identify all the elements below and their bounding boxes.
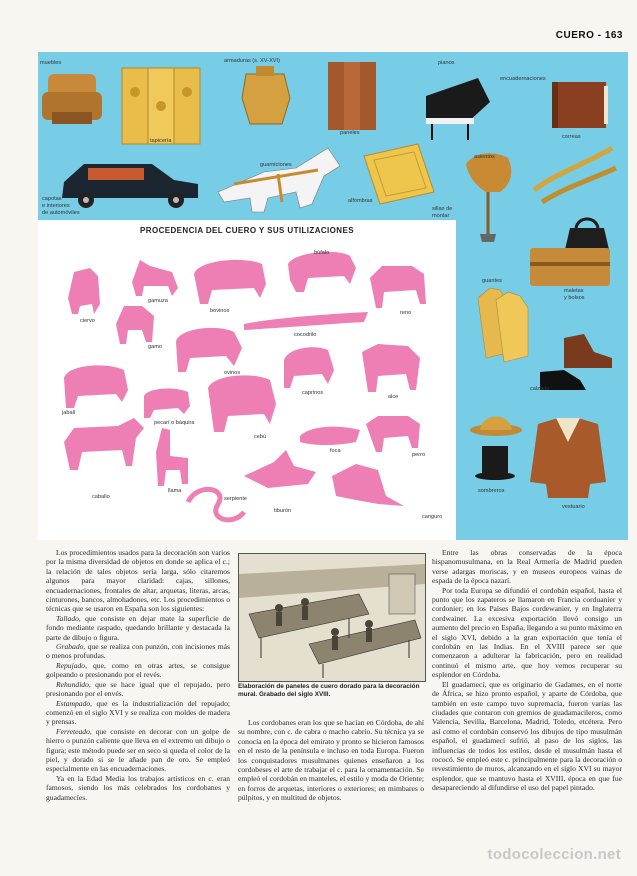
- page-number: 163: [604, 30, 623, 41]
- carpet-icon: [364, 144, 434, 204]
- plate-artwork: [38, 52, 628, 540]
- piano-icon: [426, 78, 490, 140]
- paragraph: Por toda Europa se difundió el cordobán español, hasta el punto que los zapateros se llamaron en Francia corduanier y cordonier; en los Países Bajos cordewanier, y en Inglaterra cordwainer. La excesiva exportación llevó consigo un aumento del precio en España, llegando a su punto máximo en el siglo XVI, debido a la gran exportación que tenía el cordobán en las Indias. En el XVIII parece ser que comenzaron a adulterar la fabricación, pero en realidad continuó el mismo arte, que hoy vemos recuperar su esplendor en Córdoba.: [432, 585, 622, 680]
- label-gamuza: gamuza: [148, 298, 168, 304]
- term: Grabado,: [56, 642, 86, 652]
- label-maletas-2: y bolsos: [564, 295, 585, 301]
- jabali-icon: [64, 365, 128, 408]
- label-pianos: pianos: [438, 60, 455, 66]
- paragraph: El guadamecí, que es originario de Gadames, en el norte de África, se hizo pronto español, y aparte de Córdoba, que también en este campo tuvo supremacía, fueron varias las ciudades que contaron con gremios de guadamacileros, como Valencia, Sevilla, Barcelona, Madrid, Toledo, etcétera. Pero así como el cordobán conservó los dibujos de tipo musulmán español, el guadamecí sufrió, al paso de los siglos, las influencias de todos los estilos, desde el musulmán hasta el rococó. Se empleó este c. principalmente para la decoración o revestimiento de muros, alcanzando en el siglo XVI su mayor esplendor, que se mantuvo hasta el XVIII, época en que fue desapareciendo al difundirse el uso del papel pintado.: [432, 679, 622, 793]
- caballo-icon: [64, 418, 144, 470]
- reno-icon: [370, 246, 426, 308]
- paragraph: Grabado, que se realiza con punzón, con incisiones más o menos profundas.: [46, 642, 230, 661]
- label-bufalo: búfalo: [314, 250, 330, 256]
- canguro-icon: [332, 464, 404, 506]
- section-title: CUERO: [555, 30, 595, 41]
- label-pecari: pecarí o báquira: [154, 420, 195, 426]
- caprinos-icon: [284, 347, 334, 388]
- label-guantes: guantes: [482, 278, 502, 284]
- ciervo-icon: [68, 252, 104, 314]
- label-canguro: canguro: [422, 514, 443, 520]
- label-calzado: calzado: [530, 386, 550, 392]
- label-paneles: paneles: [340, 130, 360, 136]
- book-icon: [552, 82, 608, 128]
- panel-title: PROCEDENCIA DEL CUERO Y SUS UTILIZACIONES: [140, 226, 354, 235]
- llama-icon: [156, 428, 188, 486]
- tiburon-icon: [244, 450, 316, 488]
- label-maletas-1: maletas: [564, 288, 584, 294]
- label-llama: llama: [168, 488, 182, 494]
- hats-icon: [470, 417, 522, 481]
- label-serpiente: serpiente: [224, 496, 248, 502]
- label-bovinos: bovinos: [210, 308, 230, 314]
- jacket-icon: [530, 418, 606, 498]
- paragraph: Ferreteado, que consiste en decorar con un golpe de hierro o punzón caliente que lleva en el extremo un dibujo o figura; este método puede ser en seco si queda el color de la piel, y dorado si se le añade pan de oro. Se empleó especialmente en las encuadernaciones.: [46, 726, 230, 774]
- bufalo-icon: [288, 252, 356, 292]
- bovinos-icon: [194, 260, 266, 304]
- cebu-icon: [208, 375, 276, 432]
- label-vestuario: vestuario: [562, 504, 585, 510]
- paragraph: Ya en la Edad Media los trabajos artísticos en c. eran famosos, siendo los más celebrados los cordobanes y guadamecíes.: [46, 773, 230, 802]
- alce-icon: [362, 344, 420, 392]
- page-header: [556, 30, 623, 41]
- label-cocodrilo: cocodrilo: [294, 332, 317, 338]
- label-tapiceria: tapicería: [150, 138, 172, 144]
- label-perro: perro: [412, 452, 426, 458]
- label-armaduras: armaduras (s. XV-XVI): [224, 58, 280, 64]
- paragraph: Rehundido, que se hace igual que el repujado, pero presionando por el envés.: [46, 679, 230, 699]
- label-ciervo: ciervo: [80, 318, 95, 324]
- perro-icon: [366, 416, 420, 452]
- label-sillas: sillas de montar: [432, 206, 453, 219]
- straps-icon: [534, 148, 616, 202]
- label-correas: correas: [562, 134, 581, 140]
- ovinos-icon: [176, 328, 242, 372]
- label-foca: foca: [330, 448, 341, 454]
- label-cebu: cebú: [254, 434, 267, 440]
- term: Tallado,: [56, 613, 81, 623]
- label-tiburon: tiburón: [274, 508, 292, 514]
- label-asientos: asientos: [474, 154, 495, 160]
- label-capotas-2: e interiores: [42, 203, 70, 209]
- gloves-icon: [478, 288, 528, 362]
- animal-silhouettes: [64, 246, 426, 520]
- leather-panels-icon: [328, 62, 376, 130]
- serpiente-icon: [188, 489, 244, 520]
- label-encuadernaciones: encuadernaciones: [500, 76, 546, 82]
- gamo-icon: [116, 306, 154, 344]
- paragraph: Tallado, que consiste en dejar mate la superficie de fondo mediante raspado, quedando brillante y destacada la parte de dibujo o figura.: [46, 613, 230, 642]
- watermark: todocoleccion.net: [487, 846, 621, 863]
- car-icon: [62, 164, 198, 208]
- paragraph: Los procedimientos usados para la decoración son varios por la misma diversidad de objetos en donde se aplica el c.; la relación de tales objetos sería larga, sólo citaremos algunos para mayor claridad: cajas, sillones, encuadernaciones, frontales de altar, arquetas, literas, arcas, cinturones, bancos, almohadones, etc. Los procedimientos o técnicas que se usaron en España son los siguientes:: [46, 548, 230, 614]
- armour-icon: [242, 66, 290, 124]
- shoes-icon: [540, 334, 612, 390]
- workshop-engraving-icon: [239, 554, 425, 681]
- label-jabali: jabalí: [62, 410, 76, 416]
- illustration-plate: [38, 52, 628, 540]
- term: Ferreteado,: [56, 726, 92, 736]
- paragraph: Entre las obras conservadas de la época hispanomusulmana, en la Real Armería de Madrid pueden verse adargas moriscas, y en museos europeos vainas de espada de la época nazarí.: [432, 548, 622, 586]
- engraving-caption: Elaboración de paneles de cuero dorado para la decoración mural. Grabado del siglo XVIII.: [238, 683, 420, 698]
- tapestry-screen-icon: [122, 68, 200, 144]
- label-alce: alce: [388, 394, 399, 400]
- label-ovinos: ovinos: [224, 370, 241, 376]
- term: Rehundido,: [56, 679, 91, 689]
- label-capotas-3: de automóviles: [42, 210, 80, 216]
- text-column-2: [238, 718, 424, 803]
- paragraph: Repujado, que, como en otras artes, se consigue golpeando o presionando por el revés.: [46, 660, 230, 680]
- foca-icon: [300, 427, 360, 445]
- text-column-3: [432, 548, 622, 793]
- label-reno: reno: [400, 310, 412, 316]
- gamuza-icon: [132, 260, 178, 296]
- label-gamo: gamo: [148, 344, 162, 350]
- label-sombreros: sombreros: [478, 488, 505, 494]
- term: Repujado,: [56, 660, 88, 670]
- label-alfombras: alfombras: [348, 198, 373, 204]
- label-guarniciones: guarniciones: [260, 162, 292, 168]
- pecari-icon: [144, 389, 190, 418]
- engraving-image: [238, 553, 426, 682]
- label-caballo: caballo: [92, 494, 110, 500]
- paragraph: Estampado, que es la industrialización del repujado; comenzó en el siglo XVI y se realiza con moldes de madera y prensas.: [46, 698, 230, 727]
- label-muebles: muebles: [40, 60, 62, 66]
- cocodrilo-icon: [244, 312, 368, 330]
- header-separator: -: [597, 30, 602, 41]
- label-caprinos: caprinos: [302, 390, 324, 396]
- paragraph: Los cordobanes eran los que se hacían en Córdoba, de ahí su nombre, con c. de cabra o macho cabrío. Su técnica ya se conocía en la época del emirato y pronto se hicieron famosos en el resto de la península e incluso en toda Europa. Fueron los conquistadores musulmanes quienes enseñaron a los cordobeses el arte de trabajar el c. para la ornamentación. Se empleó el cordobán en manteles, el estilo y moda de Oriente; en forros de arquetas, interiores o exteriores; en mimbares o púlpitos, y en multitud de objetos.: [238, 718, 424, 803]
- label-capotas-1: capotas: [42, 196, 62, 202]
- text-column-1: [46, 548, 230, 802]
- suitcase-icon: [530, 248, 610, 286]
- armchair-icon: [42, 74, 102, 124]
- term: Estampado,: [56, 698, 93, 708]
- harness-icon: [218, 148, 340, 212]
- saddle-icon: [466, 153, 511, 242]
